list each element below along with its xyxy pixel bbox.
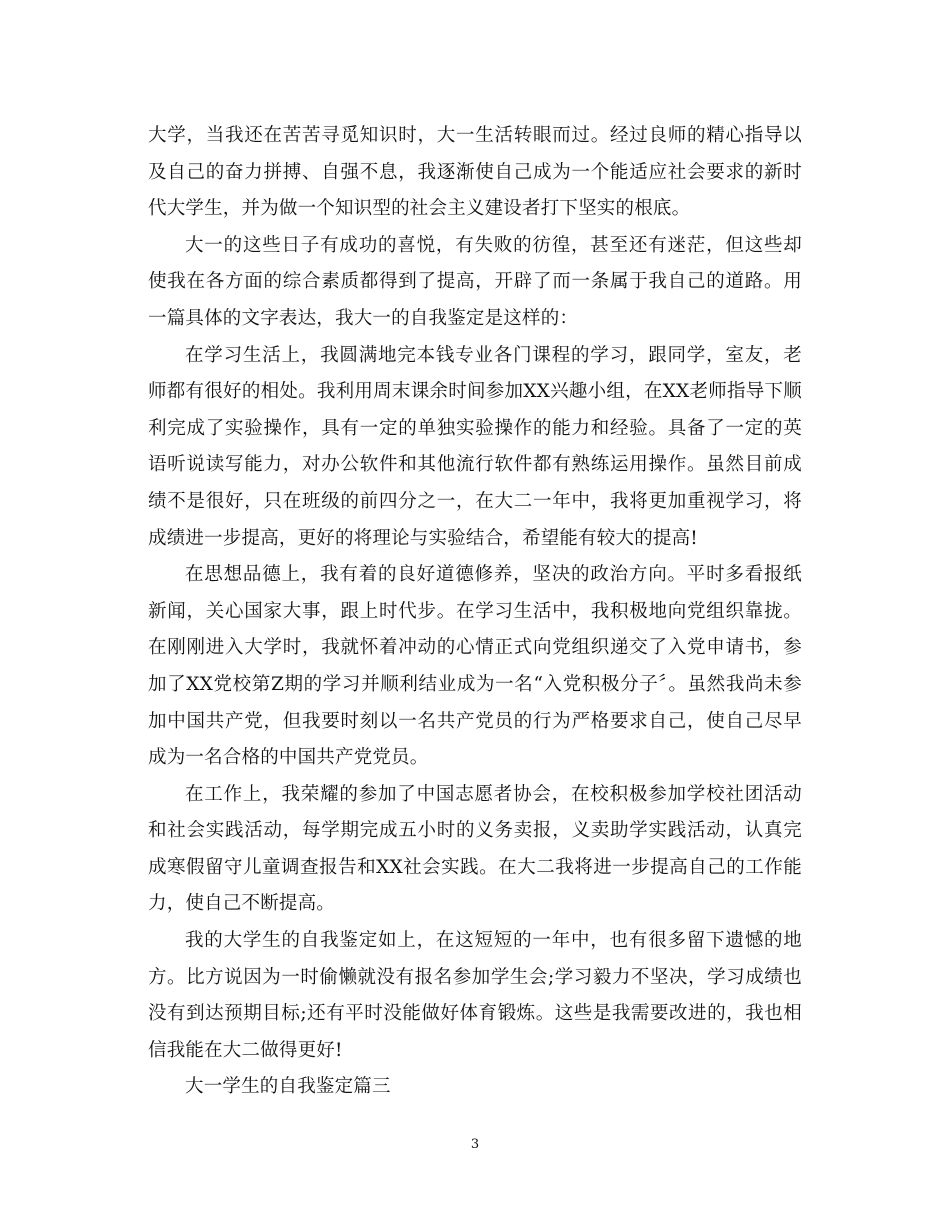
paragraph-conclusion: 我的大学生的自我鉴定如上，在这短短的一年中，也有很多留下遗憾的地方。比方说因为一时偷懒就没有报名参加学生会;学习毅力不坚决，学习成绩也没有到达预期目标;还有平时没能做好体育锻炼。这些是我需要改进的，我也相信我能在大二做得更好! bbox=[148, 930, 802, 1061]
document-body bbox=[148, 118, 802, 1106]
paragraph-work: 在工作上，我荣耀的参加了中国志愿者协会，在校积极参加学校社团活动和社会实践活动，每学期完成五小时的义务卖报，义卖助学实践活动，认真完成寒假留守儿童调查报告和XX社会实践。在大二我将进一步提高自己的工作能力，使自己不断提高。 bbox=[148, 783, 802, 915]
section-heading: 大一学生的自我鉴定篇三 bbox=[185, 1076, 391, 1098]
paragraph-study-life: 在学习生活上，我圆满地完本钱专业各门课程的学习，跟同学，室友，老师都有很好的相处。我利用周末课余时间参加XX兴趣小组，在XX老师指导下顺利完成了实验操作，具有一定的单独实验操作的能力和经验。具备了一定的英语听说读写能力，对办公软件和其他流行软件都有熟练运用操作。虽然目前成绩不是很好，只在班级的前四分之一，在大二一年中，我将更加重视学习，将成绩进一步提高，更好的将理论与实验结合，希望能有较大的提高! bbox=[148, 344, 802, 549]
paragraph-first-year-summary: 大一的这些日子有成功的喜悦，有失败的彷徨，甚至还有迷茫，但这些却使我在各方面的综合素质都得到了提高，开辟了而一条属于我自己的道路。用一篇具体的文字表达，我大一的自我鉴定是这样的： bbox=[148, 234, 802, 329]
paragraph-intro: 大学，当我还在苦苦寻觅知识时，大一生活转眼而过。经过良师的精心指导以及自己的奋力拼搏、自强不息，我逐渐使自己成为一个能适应社会要求的新时代大学生，并为做一个知识型的社会主义建设者打下坚实的根底。 bbox=[148, 125, 802, 220]
paragraph-moral-character: 在思想品德上，我有着的良好道德修养，坚决的政治方向。平时多看报纸新闻，关心国家大事，跟上时代步。在学习生活中，我积极地向党组织靠拢。在刚刚进入大学时，我就怀着冲动的心情正式向党组织递交了入党申请书，参加了XX党校第Z期的学习并顺利结业成为一名“入党积极分子〞。虽然我尚未参加中国共产党，但我要时刻以一名共产党员的行为严格要求自己，使自己尽早成为一名合格的中国共产党党员。 bbox=[148, 564, 802, 769]
page-number: 3 bbox=[470, 1137, 480, 1152]
